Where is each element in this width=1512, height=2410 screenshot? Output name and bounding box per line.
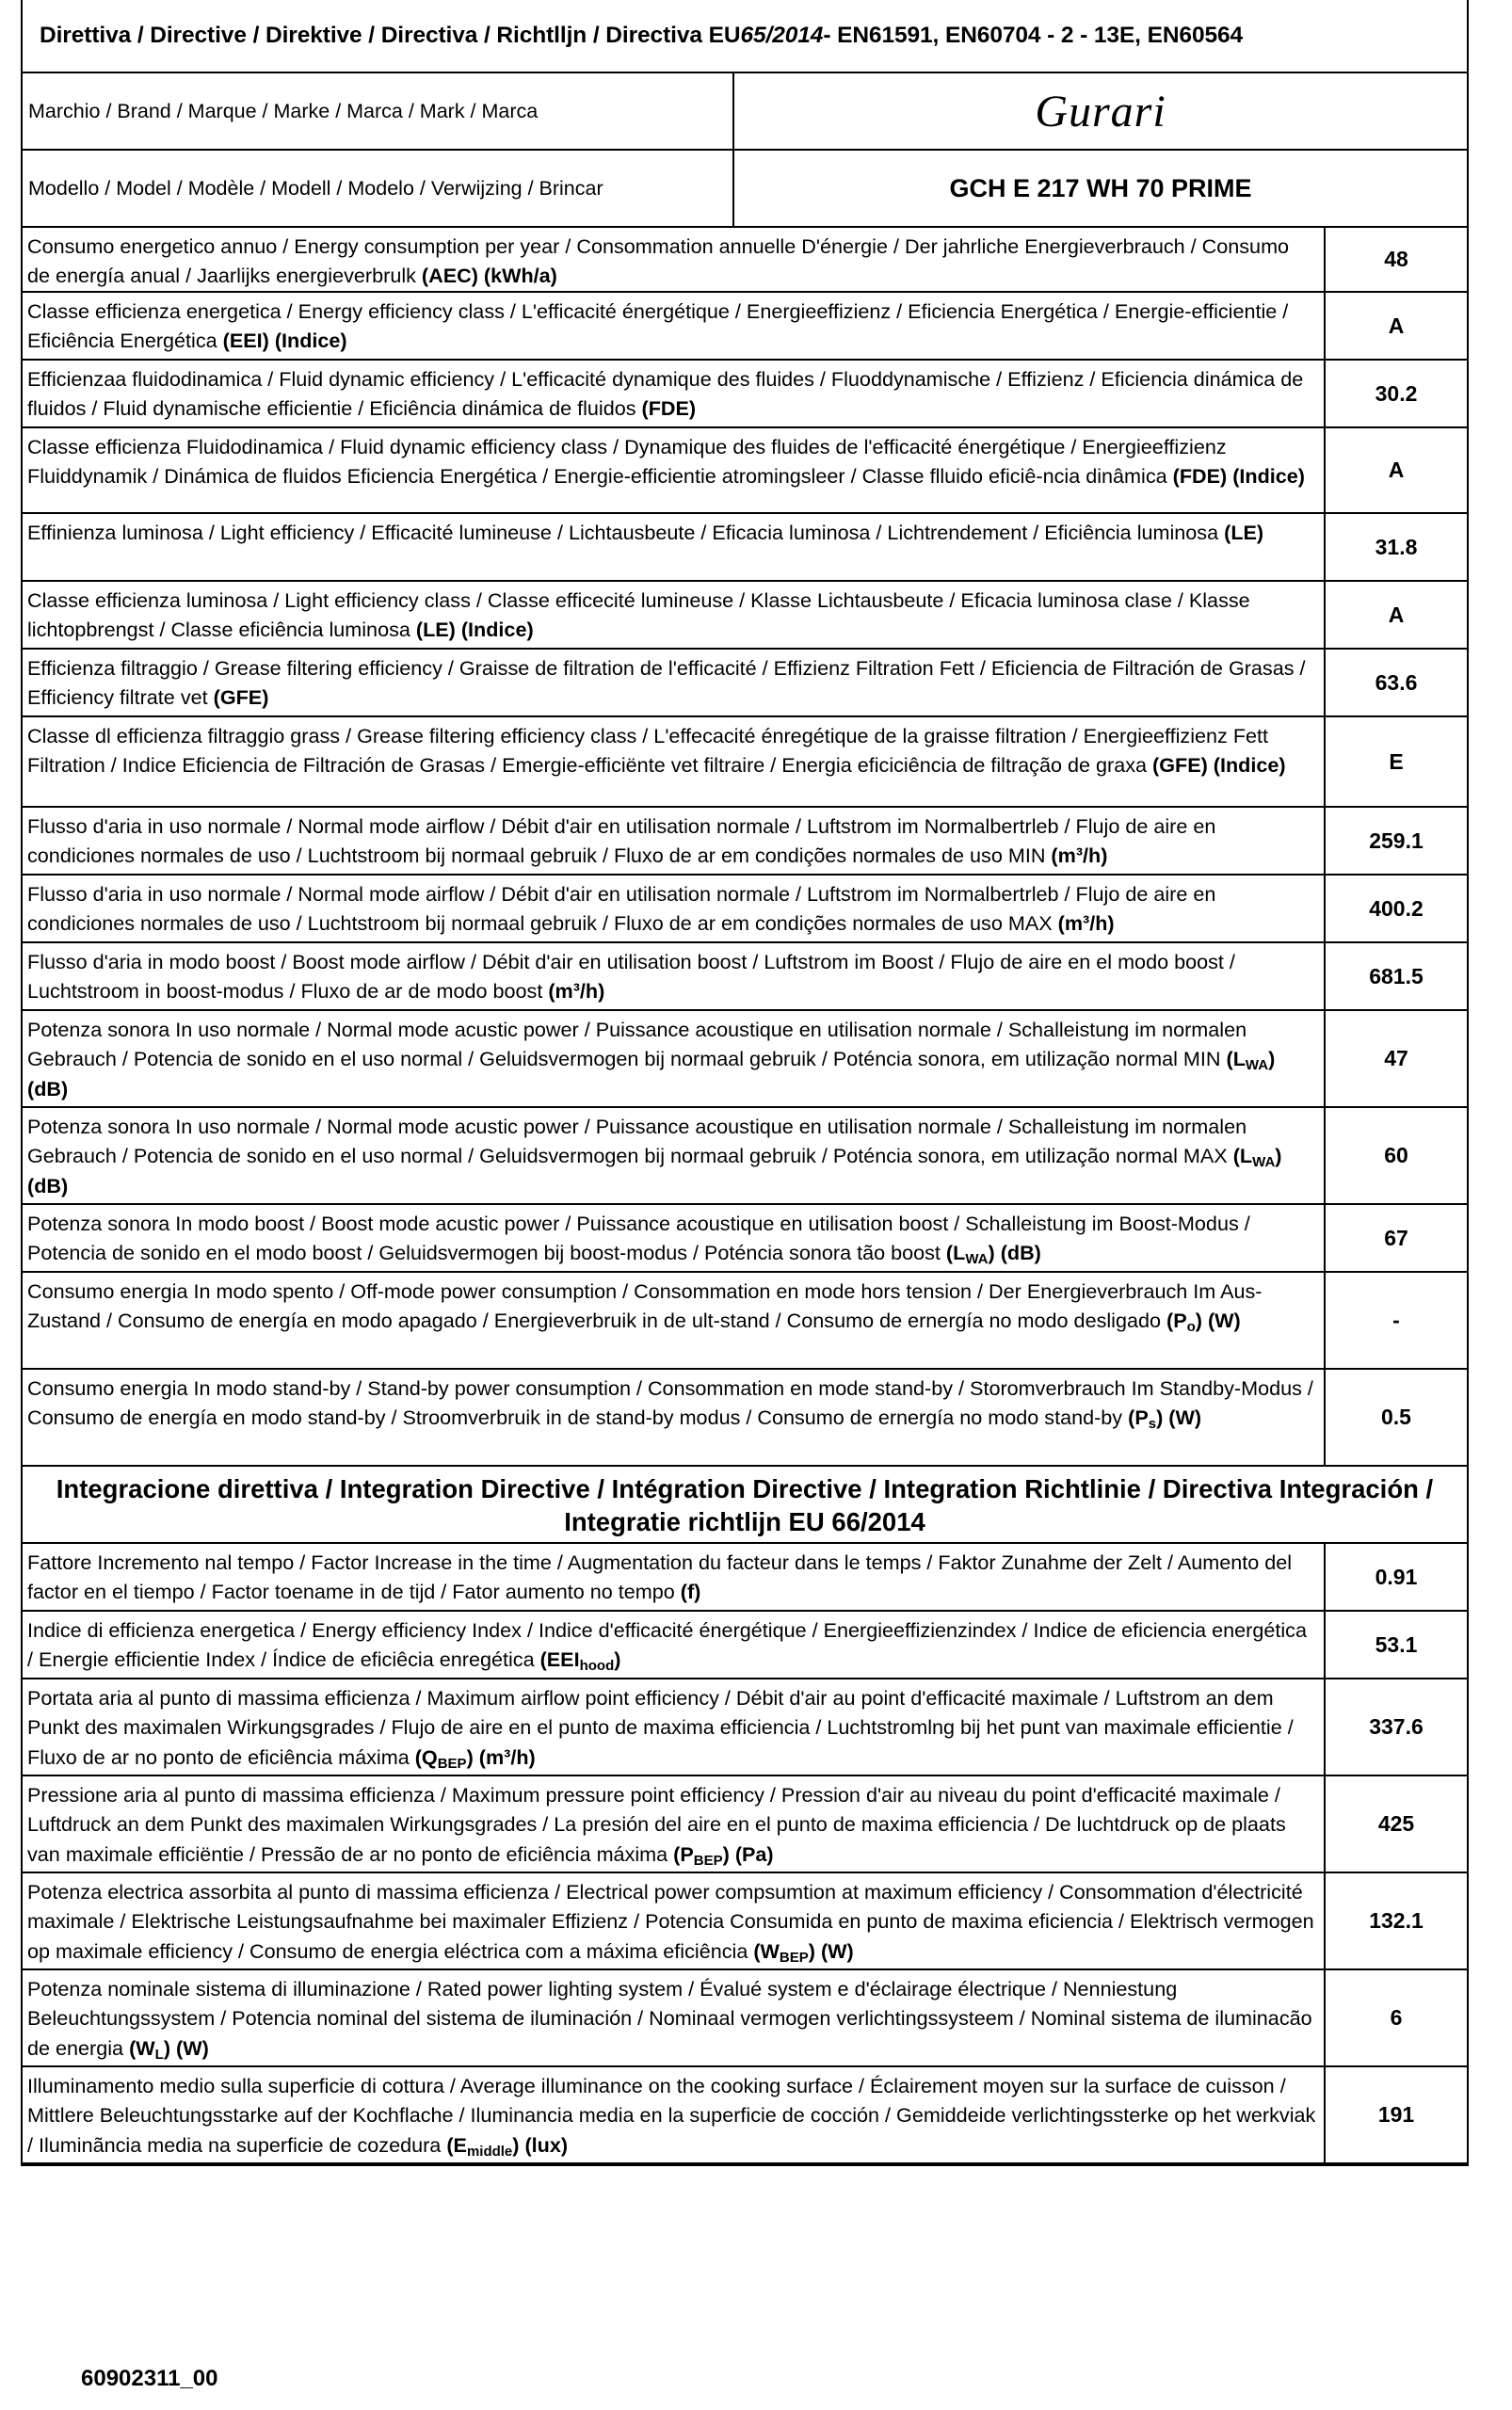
table-row [23, 293, 1467, 361]
row-description [23, 293, 1326, 359]
table-row [23, 2067, 1467, 2164]
row-text: Classe efficienza luminosa / Light efficiency class / Classe efficecité lumineuse / Klasse Lichtausbeute / Eficacia luminosa clase / Klasse lichtopbrengst / Classe eficiência luminosa [27, 588, 1250, 642]
row-description [23, 2067, 1326, 2162]
table-row [23, 1011, 1467, 1108]
row-text: Efficienzaa fluidodinamica / Fluid dynamic efficiency / L'efficacité dynamique des fluides / Fluoddynamische / Effizienz / Eficiencia dinámica de fluidos / Fluid dynamische efficientie / Eficiência dinámica de fluidos [27, 367, 1304, 421]
row-text: Efficienza filtraggio / Grease filtering efficiency / Graisse de filtration de l'efficacité / Effizienz Filtration Fett / Eficiencia de Filtración de Grasas / Efficiency filtrate vet [27, 656, 1306, 710]
table-row [23, 1970, 1467, 2067]
row-parameter: (LE) (Indice) [415, 618, 534, 642]
row-text: Classe dl efficienza filtraggio grass / Grease filtering efficiency class / L'effecacité énregétique de la graisse filtration / Energieeffizienz Fett Filtration / Indice Eficiencia de Filtración de Grasas / Emergie-efficiënte vet filtraire / Energia eficiciência de filtração de graxa [27, 724, 1269, 778]
row-parameter: $(Q_{BEP})$ (m³/h) [414, 1744, 536, 1772]
row-value: 31.8 [1375, 534, 1418, 559]
row-parameter: $(P_o)$ (W) [1166, 1309, 1241, 1336]
table-row [23, 582, 1467, 650]
table-row [23, 1679, 1467, 1776]
document-code: 60902311_00 [81, 2366, 218, 2391]
directive-header-part1: Direttiva / Directive / Direktive / Directiva / Richtlljn / Directiva EU [40, 23, 741, 48]
row-value: A [1388, 602, 1405, 627]
row-description [23, 514, 1326, 580]
row-value: A [1388, 313, 1405, 338]
row-parameter: (GFE) [213, 685, 269, 710]
row-value: 0.91 [1375, 1564, 1418, 1589]
row-parameter: $(L_{WA})$ (dB) [945, 1241, 1041, 1268]
row-description [23, 1776, 1326, 1872]
integration-table [23, 1544, 1467, 2164]
row-value: 400.2 [1369, 895, 1424, 921]
row-parameter: $(L_{WA})$ (dB) [27, 1047, 1276, 1101]
row-parameter: $(P_s)$ (W) [1128, 1406, 1202, 1433]
row-value: 337.6 [1369, 1714, 1424, 1739]
directive-header-part3: - EN61591, EN60704 - 2 - 13E, EN60564 [823, 23, 1244, 48]
table-row [23, 717, 1467, 808]
row-description [23, 1679, 1326, 1775]
row-description [23, 1370, 1326, 1465]
row-value: 53.1 [1375, 1631, 1418, 1657]
row-description [23, 1544, 1326, 1610]
table-row [23, 1776, 1467, 1873]
row-parameter: $(W_{BEP})$ (W) [753, 1938, 854, 1966]
row-parameter: (FDE) [641, 396, 697, 421]
row-text: Consumo energetico annuo / Energy consumption per year / Consommation annuelle D'énergie / Der jahrliche Energieverbrauch / Consumo de energía anual / Jaarlijks energieverbrulk [27, 234, 1290, 288]
row-value: 681.5 [1369, 963, 1424, 988]
row-text: Consumo energia In modo spento / Off-mode power consumption / Consommation en mode hors tension / Der Energieverbrauch Im Aus-Zustand / Consumo de energía en modo apagado / Energieverbruik in de ult-stand / Consumo de ernergía no modo desligado [27, 1279, 1263, 1333]
row-value: 63.6 [1375, 669, 1418, 695]
row-parameter: $(L_{WA})$ (dB) [27, 1144, 1282, 1197]
row-parameter: (AEC) (kWh/a) [421, 264, 557, 288]
row-text: Pressione aria al punto di massima efficienza / Maximum pressure point efficiency / Pression d'air au niveau du point d'efficacité maximale / Luftdruck an dem Punkt des maximalen Wirkungsgrades / La presión del aire en el punto de maxima efficiencia / De luchtdruck op de plaats van maximale efficiëntie / Pressão de ar no ponto de eficiência máxima [27, 1783, 1286, 1866]
table-row [23, 650, 1467, 717]
row-parameter: $(W_L)$ (W) [129, 2035, 209, 2063]
row-description [23, 717, 1326, 806]
energy-label-sheet [21, 0, 1469, 2166]
row-text: Potenza sonora In uso normale / Normal mode acustic power / Puissance acoustique en utilisation normale / Schalleistung im normalen Gebrauch / Potencia de sonido en el uso normal / Geluidsvermogen bij normaal gebruik / Poténcia sonora, em utilização normal MAX [27, 1115, 1247, 1168]
row-description [23, 1612, 1326, 1678]
row-parameter: (LE) [1224, 521, 1264, 544]
row-text: Potenza sonora In modo boost / Boost mode acustic power / Puissance acoustique en utilisation boost / Schalleistung im Boost-Modus / Potencia de sonido en el modo boost / Geluidsvermogen bij boost-modus / Poténcia sonora tão boost [27, 1212, 1250, 1265]
model-row [23, 151, 1467, 228]
parameter-table [23, 228, 1467, 1467]
row-text: Potenza electrica assorbita al punto di massima efficienza / Electrical power compsumtion at maximum efficiency / Consommation d'électricité maximale / Elektrische Leistungsaufnahme bei maximaler Effizienz / Potencia Consumida en punto de maxima eficiencia / Elektrisch vermogen op maximale efficiency / Consumo de energia eléctrica com a máxima eficiência [27, 1880, 1314, 1963]
model-value: GCH E 217 WH 70 PRIME [949, 173, 1252, 202]
row-text: Illuminamento medio sulla superficie di cottura / Average illuminance on the cooking surface / Éclairement moyen sur la surface de cuisson / Mittlere Beleuchtungsstarke auf der Kochflache / Iluminancia media en la superficie de cocción / Gemiddeide verlichtingssterke op het werkviak / Iluminãncia media na superficie de cozedura [27, 2074, 1316, 2157]
row-description [23, 582, 1326, 648]
row-text: Flusso d'aria in modo boost / Boost mode airflow / Débit d'air en utilisation boost / Luftstrom im Boost / Flujo de aire en el modo boost / Luchtstroom in boost-modus / Fluxo de ar de modo boost [27, 950, 1235, 1004]
row-text: Consumo energia In modo stand-by / Stand-by power consumption / Consommation en mode stand-by / Storomverbrauch Im Standby-Modus / Consumo de energía en modo stand-by / Stroomverbruik in de stand-by modus / Consumo de ernergía no modo stand-by [27, 1376, 1313, 1430]
row-value: 0.5 [1381, 1405, 1411, 1429]
row-parameter: (m³/h) [1057, 911, 1115, 936]
row-value: 132.1 [1369, 1908, 1424, 1933]
row-description [23, 650, 1326, 715]
row-text: Indice di efficienza energetica / Energy efficiency Index / Indice d'efficacité énergétique / Energieeffizienzindex / Indice de eficiencia energética / Energie efficientie Index / Índice de eficiêcia enregética [27, 1618, 1307, 1672]
row-parameter: $(E_{middle})$ (lux) [446, 2132, 569, 2160]
table-row [23, 1544, 1467, 1612]
row-text: Potenza nominale sistema di illuminazione / Rated power lighting system / Évalué system e d'éclairage électrique / Nenniestung Beleuchtungssystem / Potencia nominal del sistema de iluminación / Nominaal vermogen verlichtingssysteem / Nominal sistema de iluminacão de energia [27, 1977, 1312, 2060]
row-parameter: (GFE) (Indice) [1152, 753, 1286, 778]
row-value: 60 [1384, 1143, 1408, 1167]
table-row [23, 428, 1467, 514]
table-row [23, 943, 1467, 1011]
row-description [23, 228, 1326, 291]
brand-row [23, 73, 1467, 151]
row-text: Flusso d'aria in uso normale / Normal mode airflow / Débit d'air en utilisation normale / Luftstrom im Normalbertrleb / Flujo de aire en condiciones normales de uso / Luchtstroom bij normaal gebruik / Fluxo de ar em condições normales de uso MIN [27, 814, 1216, 868]
row-value: 30.2 [1375, 380, 1418, 406]
row-parameter: (f) [680, 1580, 701, 1604]
row-parameter: $(EEI_{hood})$ [539, 1647, 621, 1675]
row-text: Portata aria al punto di massima efficienza / Maximum airflow point efficiency / Débit d'air au point d'efficacité maximale / Luftstrom an dem Punkt des maximalen Wirkungsgrades / Flujo de aire en el punto de maxima efficiencia / Luchtstromlng bij het punt van maximale efficientie / Fluxo de ar no ponto de eficiência máxima [27, 1686, 1294, 1769]
row-text: Classe efficienza energetica / Energy efficiency class / L'efficacité énergétique / Energieeffizienz / Eficiencia Energética / Energie-efficientie / Eficiência Energética [27, 299, 1289, 353]
row-value: A [1388, 458, 1405, 482]
row-text: Flusso d'aria in uso normale / Normal mode airflow / Débit d'air en utilisation normale / Luftstrom im Normalbertrleb / Flujo de aire en condiciones normales de uso / Luchtstroom bij normaal gebruik / Fluxo de ar em condições normales de uso MAX [27, 882, 1216, 936]
model-label: Modello / Model / Modèle / Modell / Modelo / Verwijzing / Brincar [23, 151, 734, 226]
row-value: 259.1 [1369, 827, 1424, 853]
row-text: Potenza sonora In uso normale / Normal mode acustic power / Puissance acoustique en utilisation normale / Schalleistung im normalen Gebrauch / Potencia de sonido en el uso normal / Geluidsvermogen bij normaal gebruik / Poténcia sonora, em utilização normal MIN [27, 1018, 1247, 1071]
table-row [23, 228, 1467, 293]
row-value: 48 [1384, 247, 1408, 271]
table-row [23, 1873, 1467, 1970]
row-parameter: (FDE) (Indice) [1172, 464, 1305, 489]
row-text: Fattore Incremento nal tempo / Factor Increase in the time / Augmentation du facteur dans le temps / Faktor Zunahme der Zelt / Aumento del factor en el tiempo / Factor toename in de tijd / Fator aumento no tempo [27, 1550, 1293, 1604]
row-description [23, 808, 1326, 874]
row-value: 425 [1377, 1811, 1415, 1836]
row-description [23, 1873, 1326, 1968]
integration-directive-title: Integracione direttiva / Integration Directive / Intégration Directive / Integration Richtlinie / Directiva Integración / Integratie richtlijn EU 66/2014 [23, 1467, 1467, 1544]
brand-label: Marchio / Brand / Marque / Marke / Marca / Mark / Marca [23, 73, 734, 149]
row-description [23, 361, 1326, 426]
table-row [23, 1273, 1467, 1370]
directive-header [23, 0, 1467, 73]
table-row [23, 514, 1467, 582]
row-value: 67 [1384, 1225, 1408, 1250]
brand-logo: Gurari [1035, 86, 1166, 137]
table-row [23, 876, 1467, 943]
directive-header-part2: 65/2014 [740, 23, 824, 48]
row-parameter: (m³/h) [548, 979, 605, 1004]
row-description [23, 1011, 1326, 1106]
table-row [23, 1370, 1467, 1467]
table-row [23, 361, 1467, 428]
row-description [23, 1205, 1326, 1271]
table-row [23, 1612, 1467, 1679]
row-description [23, 943, 1326, 1009]
row-description [23, 1970, 1326, 2065]
row-parameter: (EEI) (Indice) [222, 329, 347, 353]
row-value: 47 [1384, 1046, 1408, 1070]
row-text: Effinienza luminosa / Light efficiency / Efficacité lumineuse / Lichtausbeute / Eficacia luminosa / Lichtrendement / Eficiência luminosa [27, 521, 1225, 544]
row-value: - [1392, 1308, 1400, 1332]
row-parameter: (m³/h) [1051, 844, 1108, 868]
row-value: 191 [1377, 2102, 1415, 2127]
table-row [23, 808, 1467, 876]
row-description [23, 1108, 1326, 1203]
row-text: Classe efficienza Fluidodinamica / Fluid dynamic efficiency class / Dynamique des fluides de l'efficacité énergétique / Energieeffizienz Fluiddynamik / Dinámica de fluidos Eficiencia Energética / Energie-efficientie atromingsleer / Classe flluido eficiê-ncia dinâmica [27, 435, 1227, 489]
row-parameter: $(P_{BEP})$ (Pa) [673, 1841, 774, 1869]
table-row [23, 1108, 1467, 1205]
row-value: 6 [1390, 2005, 1403, 2030]
row-description [23, 1273, 1326, 1368]
table-row [23, 1205, 1467, 1273]
row-description [23, 428, 1326, 512]
row-value: E [1389, 748, 1404, 774]
row-description [23, 876, 1326, 941]
